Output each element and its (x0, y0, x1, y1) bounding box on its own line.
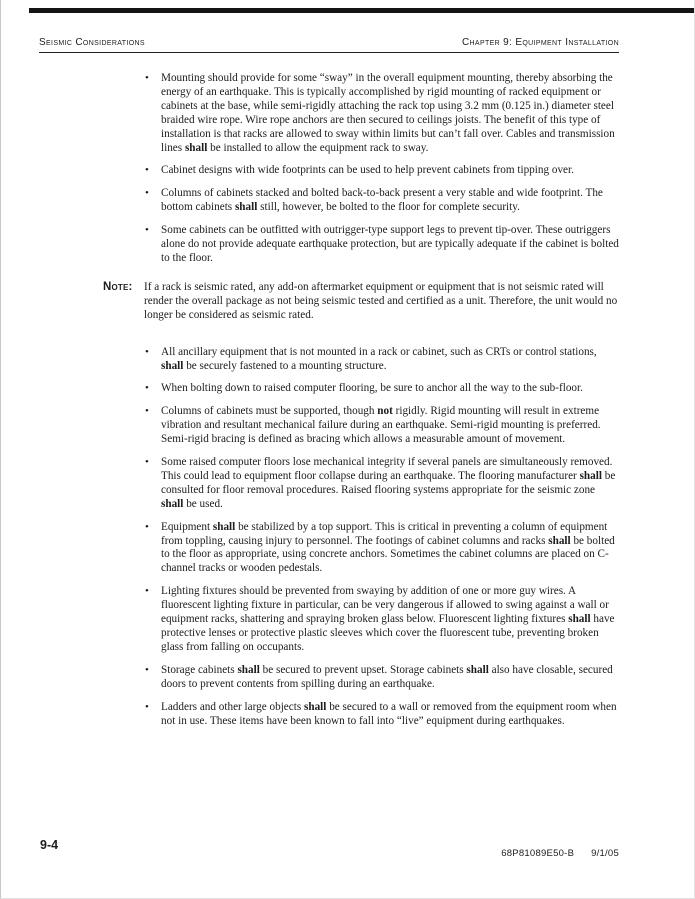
bullet-item: • Cabinet designs with wide footprints can be used to help prevent cabinets from tipping over. (103, 164, 619, 178)
body-content (103, 72, 619, 728)
bullet-item: • Storage cabinets shall be secured to prevent upset. Storage cabinets shall also have closable, secured doors to prevent contents from spilling during an earthquake. (103, 664, 619, 692)
note-label: Note: (103, 280, 133, 293)
page-number: 9-4 (40, 838, 59, 852)
bullet-item: • Columns of cabinets must be supported, though not rigidly. Rigid mounting will result in extreme vibration and resultant mechanical failure during an earthquake. Semi-rigid mounting is preferred. Semi-rigid bracing is defined as bracing which allows a measurable amount of movement. (103, 405, 619, 447)
bullet-list-top (103, 72, 619, 266)
running-header (39, 30, 619, 48)
doc-number: 68P81089E50-B (501, 848, 575, 859)
note-block (103, 281, 619, 323)
bullet-item: • Lighting fixtures should be prevented from swaying by addition of one or more guy wires. A fluorescent lighting fixture in particular, can be very dangerous if allowed to swing against a wall or equipment racks, shattering and spraying broken glass below. Fluorescent lighting fixtures shall have protective lenses or protective plastic sleeves which cover the fluorescent tube, preventing broken glass from falling on occupants. (103, 585, 619, 655)
header-left-title: Seismic Considerations (39, 37, 145, 48)
bullet-item: • All ancillary equipment that is not mounted in a rack or cabinet, such as CRTs or control stations, shall be securely fastened to a mounting structure. (103, 346, 619, 374)
scan-edge-artifact (29, 8, 694, 13)
bullet-item: • Mounting should provide for some “sway” in the overall equipment mounting, thereby absorbing the energy of an earthquake. This is typically accomplished by rigid mounting of racked equipment or cabinets at the base, while semi-rigidly attaching the rack top using 3.2 mm (0.125 in.) diameter steel braided wire rope. Wire rope anchors are then secured to ceilings joists. The benefit of this type of installation is that racks are allowed to sway within limits but can’t fall over. Cables and transmission lines shall be installed to allow the equipment rack to sway. (103, 72, 619, 155)
header-right-title: Chapter 9: Equipment Installation (461, 37, 619, 48)
doc-date: 9/1/05 (591, 848, 619, 859)
bullet-item: • Some raised computer floors lose mechanical integrity if several panels are simultaneously removed. This could lead to equipment floor collapse during an earthquake. The flooring manufacturer shall be consulted for floor removal procedures. Raised flooring systems appropriate for the seismic zone shall be used. (103, 456, 619, 512)
document-reference (501, 848, 619, 859)
bullet-item: • Columns of cabinets stacked and bolted back-to-back present a very stable and wide footprint. The bottom cabinets shall still, however, be bolted to the floor for complete security. (103, 187, 619, 215)
header-rule (39, 52, 619, 53)
bullet-item: • Equipment shall be stabilized by a top support. This is critical in preventing a column of equipment from toppling, causing injury to personnel. The footings of cabinet columns and racks shall be bolted to the floor as appropriate, using concrete anchors. Sometimes the cabinet columns are placed on C-channel tracks or wooden pedestals. (103, 521, 619, 577)
note-text: If a rack is seismic rated, any add-on aftermarket equipment or equipment that is not seismic rated will render the overall package as not being seismic tested and certified as a unit. Therefore, the unit would no longer be considered as seismic rated. (144, 280, 618, 321)
bullet-item: • Ladders and other large objects shall be secured to a wall or removed from the equipment room when not in use. These items have been known to fall into “live” equipment during earthquakes. (103, 701, 619, 729)
bullet-list-bottom (103, 346, 619, 729)
bullet-item: • When bolting down to raised computer flooring, be sure to anchor all the way to the sub-floor. (103, 382, 619, 396)
bullet-item: • Some cabinets can be outfitted with outrigger-type support legs to prevent tip-over. These outriggers alone do not provide adequate earthquake protection, but are typically adequate if the cabinet is bolted to the floor. (103, 224, 619, 266)
